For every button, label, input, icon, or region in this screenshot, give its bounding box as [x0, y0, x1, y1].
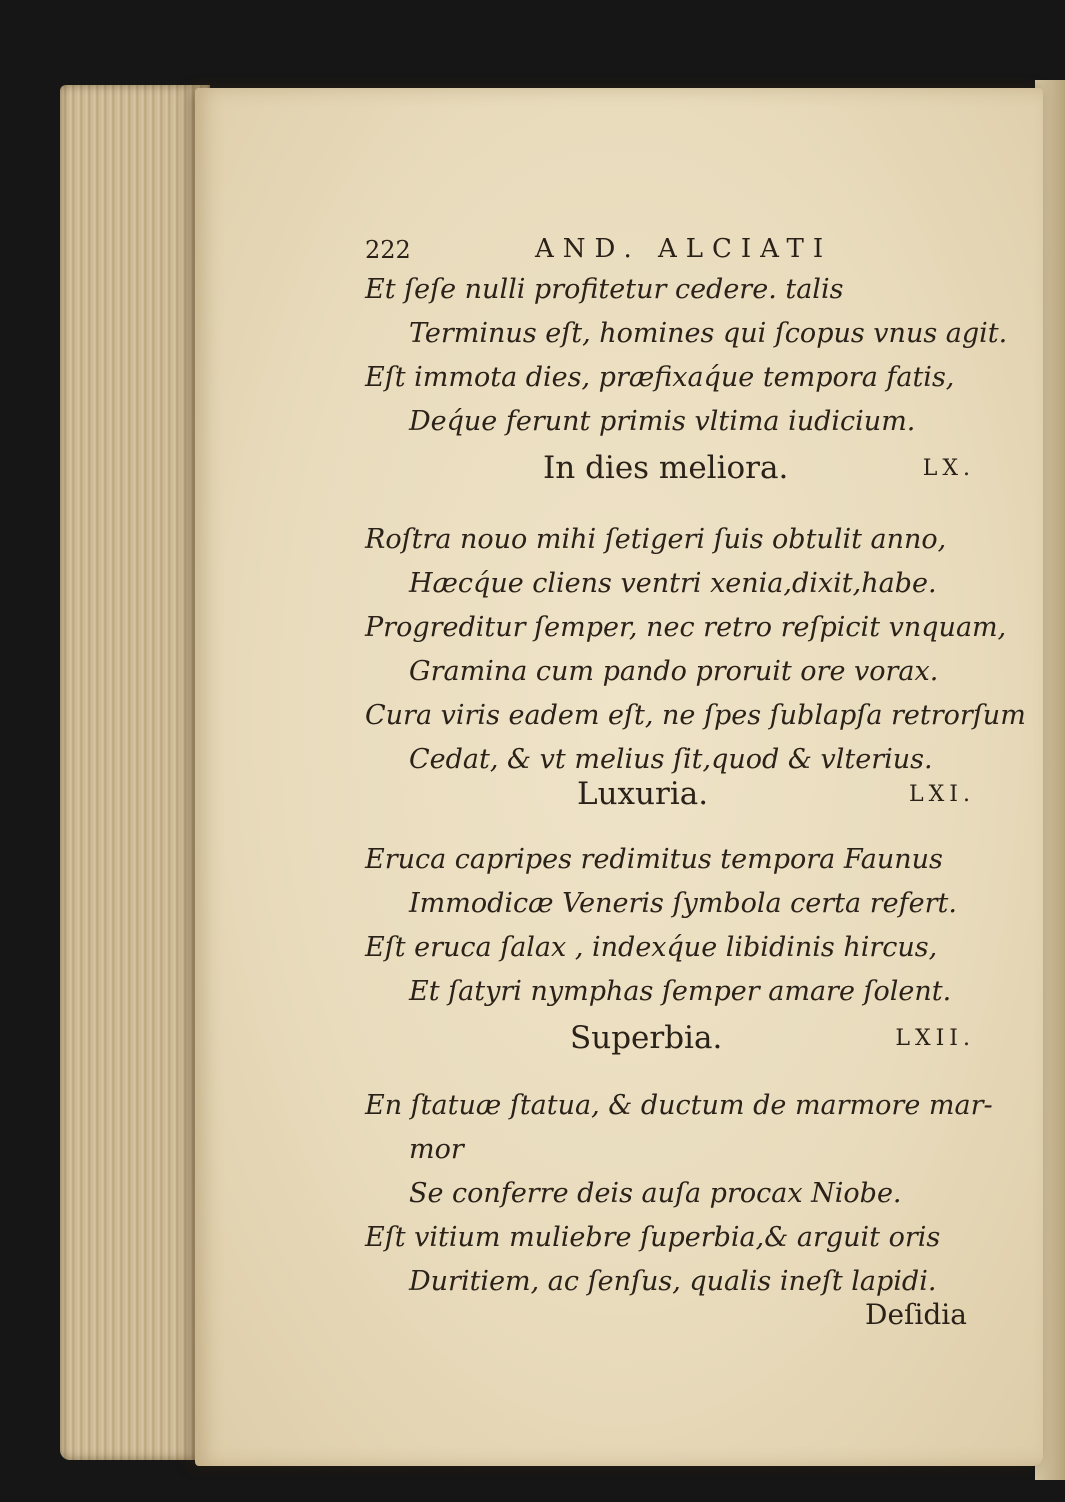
verse-line: En ſtatuæ ſtatua, & ductum de marmore mar-: [365, 1090, 993, 1121]
running-head: AND. ALCIATI: [535, 234, 833, 264]
emblem-title: In dies meliora.: [543, 450, 789, 486]
verse-line: Eruca capripes redimitus tempora Faunus: [365, 844, 943, 875]
verse-line: Et ſeſe nulli profitetur cedere. talis: [365, 274, 844, 305]
verse-line: Se conferre deis auſa procax Niobe.: [409, 1178, 902, 1209]
emblem-title: Luxuria.: [577, 776, 709, 812]
catchword: Deſidia: [865, 1298, 967, 1331]
verse-line: mor: [409, 1134, 464, 1165]
continuation-verse: [365, 268, 1007, 444]
verse-line: Eſt vitium muliebre ſuperbia,& arguit oris: [365, 1222, 941, 1253]
page-header: [365, 236, 1005, 266]
verse-line: Duritiem, ac ſenſus, qualis ineſt lapidi.: [409, 1266, 937, 1297]
verse-line: Eſt eruca ſalax , indexq́ue libidinis hircus,: [365, 932, 938, 963]
verse-line: Roſtra nouo mihi ſetigeri ſuis obtulit anno,: [365, 524, 947, 555]
emblem-number: LX.: [922, 456, 975, 481]
emblem-title: Superbia.: [570, 1020, 723, 1056]
emblem-verse: [365, 838, 957, 1014]
verse-line: Eſt immota dies, præfixaq́ue tempora fatis,: [365, 362, 955, 393]
verse-line: Gramina cum pando proruit ore vorax.: [409, 656, 939, 687]
verse-line: Cedat, & vt melius ſit,quod & vlterius.: [409, 744, 933, 775]
verse-line: Terminus eſt, homines qui ſcopus vnus agit.: [409, 318, 1008, 349]
page-stack-edge: [60, 85, 210, 1460]
verse-line: Cura viris eadem eſt, ne ſpes ſublapſa retrorſum: [365, 700, 1026, 731]
verse-line: Et ſatyri nymphas ſemper amare ſolent.: [409, 976, 952, 1007]
emblem-number: LXII.: [895, 1026, 975, 1051]
emblem-title-row: [365, 450, 975, 490]
book-page: [195, 88, 1043, 1466]
emblem-title-row: [365, 1020, 975, 1060]
verse-line: Hæcq́ue cliens ventri xenia,dixit,habe.: [409, 568, 937, 599]
verse-line: Immodicæ Veneris ſymbola certa refert.: [409, 888, 957, 919]
emblem-verse: [365, 518, 1026, 782]
emblem-verse: [365, 1084, 993, 1304]
emblem-number: LXI.: [909, 782, 975, 807]
emblem-title-row: [365, 776, 975, 816]
verse-line: Deq́ue ferunt primis vltima iudicium.: [409, 406, 916, 437]
verse-line: Progreditur ſemper, nec retro reſpicit vnquam,: [365, 612, 1007, 643]
page-number: 222: [365, 236, 411, 264]
